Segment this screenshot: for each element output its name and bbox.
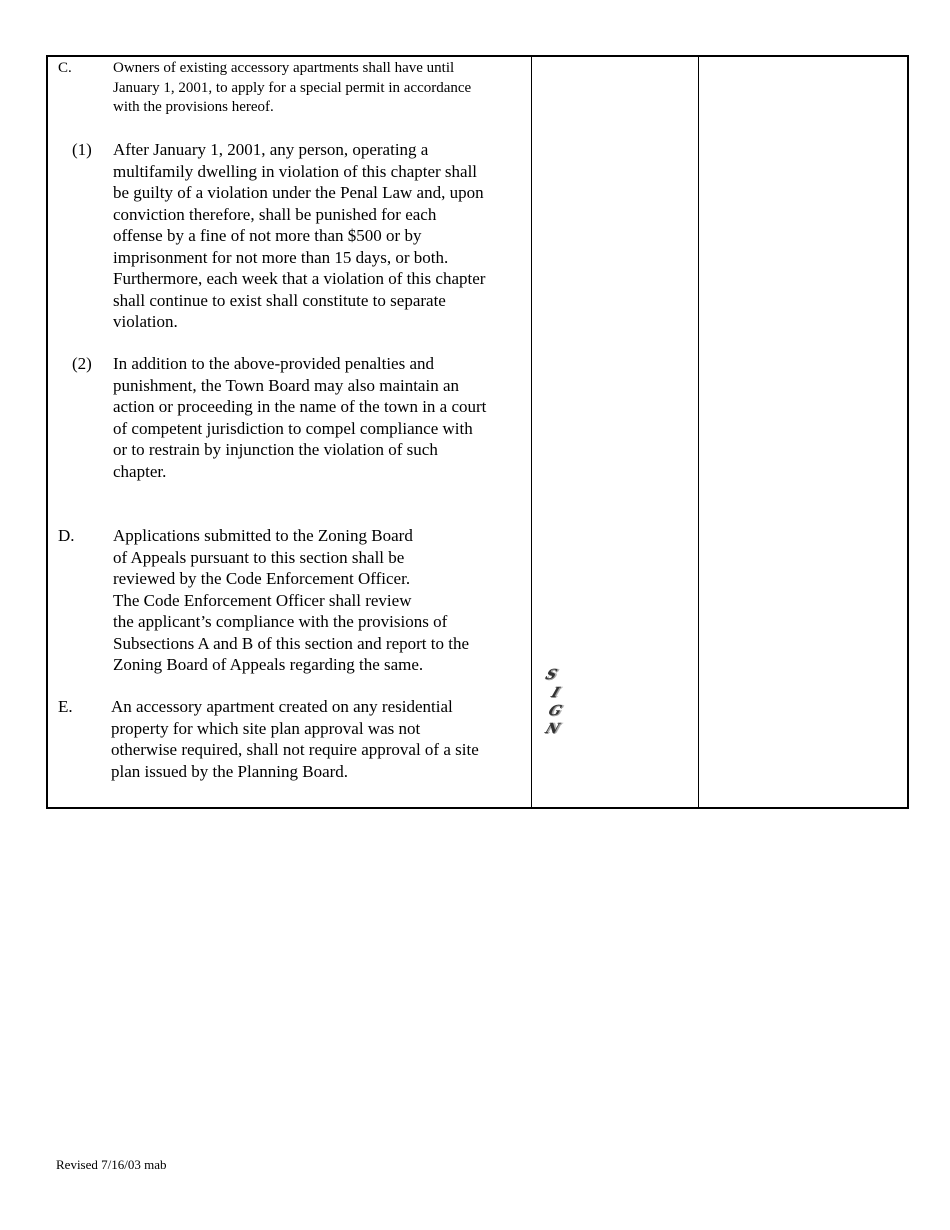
section-e-marker: E. [58,697,73,716]
section-d-text: Applications submitted to the Zoning Board of Appeals pursuant to this section shall be reviewed by the Code Enforcement Officer. The Code Enforcement Officer shall review the applicant’s compliance with the provisions of Subsections A and B of this section and report to the Zoning Board of Appeals regarding the same. [113,526,470,674]
sign-letter-i: I [549,685,562,701]
sign-here-stamp [543,666,576,738]
revision-footer: Revised 7/16/03 mab [56,1157,167,1172]
sign-letter-n: N [543,721,562,737]
column-divider-2 [698,57,699,807]
section-c-marker: C. [58,60,72,76]
sign-letter-g: G [546,703,564,719]
section-c-text: Owners of existing accessory apartments shall have until January 1, 2001, to apply for a special permit in accordance with the provisions hereof. [113,60,472,115]
section-c2-marker: (2) [72,354,92,373]
section-c1-text: After January 1, 2001, any person, operating a multifamily dwelling in violation of this chapter shall be guilty of a violation under the Penal Law and, upon conviction therefore, shall be punished for each offense by a fine of not more than $500 or by imprisonment for not more than 15 days, or both. Furthermore, each week that a violation of this chapter shall continue to exist shall constitute to separate violation. [113,140,486,331]
section-c2-text: In addition to the above-provided penalties and punishment, the Town Board may also maintain an action or proceeding in the name of the town in a court of competent jurisdiction to compel compliance with or to restrain by injunction the violation of such chapter. [113,354,487,481]
sign-letter-s: S [543,667,560,683]
section-d-marker: D. [58,526,75,545]
section-e-text: An accessory apartment created on any residential property for which site plan approval was not otherwise required, shall not require approval of a site plan issued by the Planning Board. [111,697,479,781]
section-c1-marker: (1) [72,140,92,159]
document-table [46,55,909,809]
column-divider-1 [531,57,532,807]
